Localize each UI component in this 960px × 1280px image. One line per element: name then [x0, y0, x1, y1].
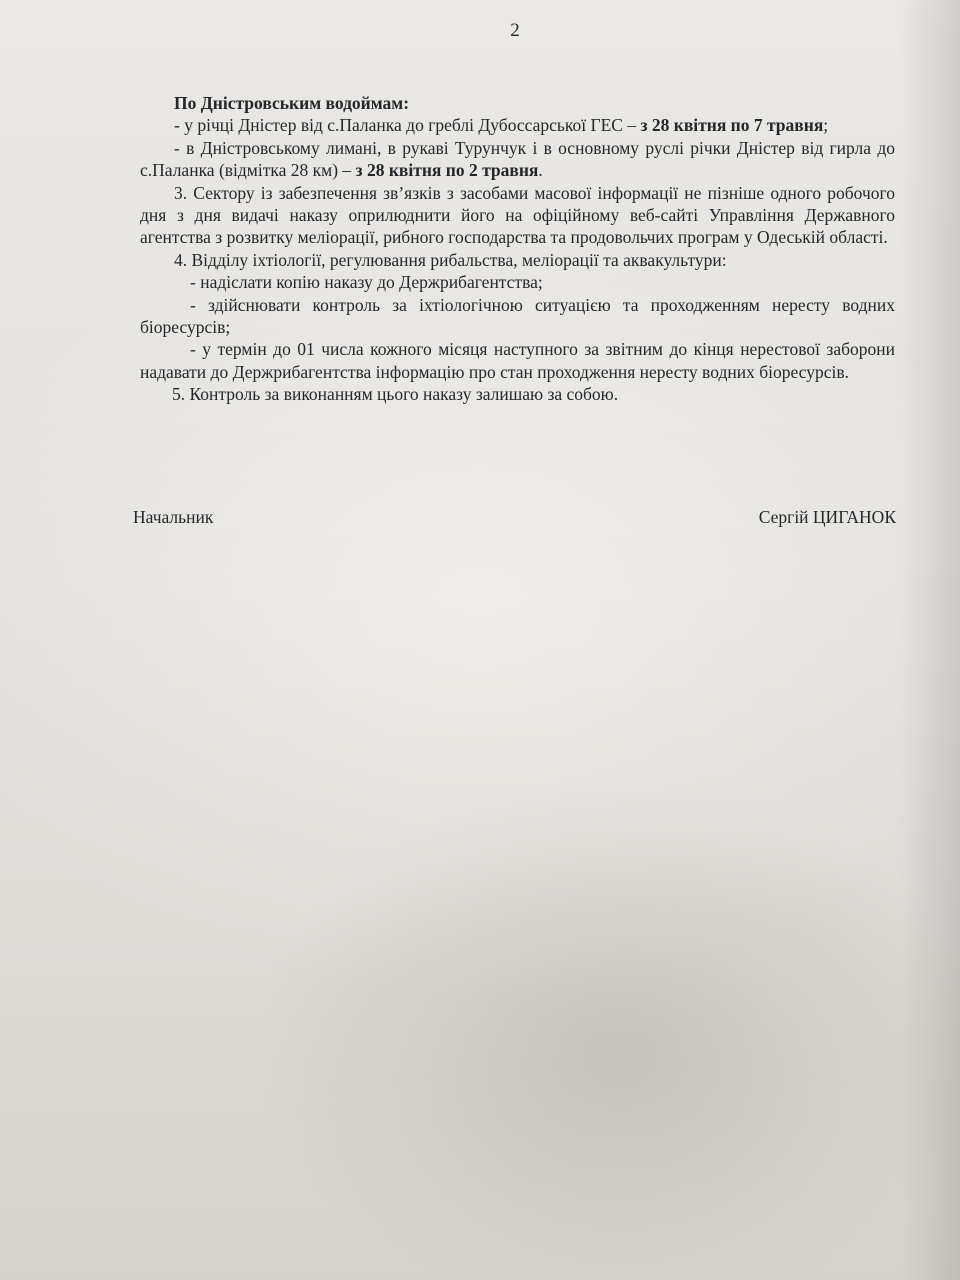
section-heading: По Дністровським водоймам: [174, 93, 410, 113]
paragraph-punct: . [538, 160, 543, 181]
paragraph-text: - в Дністровському лимані, в рукаві Турунчук і в основному руслі річки Дністер від гирла до с.Паланка (відмітка 28 км) – [140, 137, 895, 181]
paragraph-text: - у річці Дністер від с.Паланка до греблі Дубоссарської ГЕС – [174, 115, 641, 136]
signatory-position: Начальник [133, 507, 214, 527]
date-range-bold: з 28 квітня по 2 травня [355, 160, 539, 181]
paragraph-item-4: 4. Відділу іхтіології, регулювання рибальства, меліорації та аквакультури: [174, 249, 727, 270]
paragraph-dnister-river [140, 114, 895, 136]
paragraph-item-4-3: - у термін до 01 числа кожного місяця наступного за звітним до кінця нерестової заборони надавати до Держрибагентства інформацію про стан проходження нересту водних біоресурсів. [140, 339, 895, 382]
date-range-bold: з 28 квітня по 7 травня [640, 115, 824, 136]
paragraph-punct: ; [823, 115, 829, 136]
document-body [140, 92, 895, 406]
paragraph-item-4-2: - здійснювати контроль за іхтіологічною ситуацією та проходженням нересту водних біоресурсів; [140, 294, 895, 338]
signatory-name: Сергій ЦИГАНОК [758, 507, 896, 527]
paragraph-item-5: 5. Контроль за виконанням цього наказу залишаю за собою. [172, 384, 619, 405]
signature-block [133, 507, 896, 528]
page-number: 2 [510, 20, 520, 41]
paragraph-item-3: 3. Сектору із забезпечення зв’язків з засобами масової інформації не пізніше одного робочого дня з дня видачі наказу оприлюднити його на офіційному веб-сайті Управління Державного агентства з розвитку меліорації, рибного господарства та продовольчих програм у Одеській області. [140, 182, 895, 248]
paragraph-item-4-1: - надіслати копію наказу до Держрибагентства; [190, 272, 543, 293]
paragraph-dnister-estuary [140, 137, 895, 182]
paper-shadow [900, 0, 960, 1280]
